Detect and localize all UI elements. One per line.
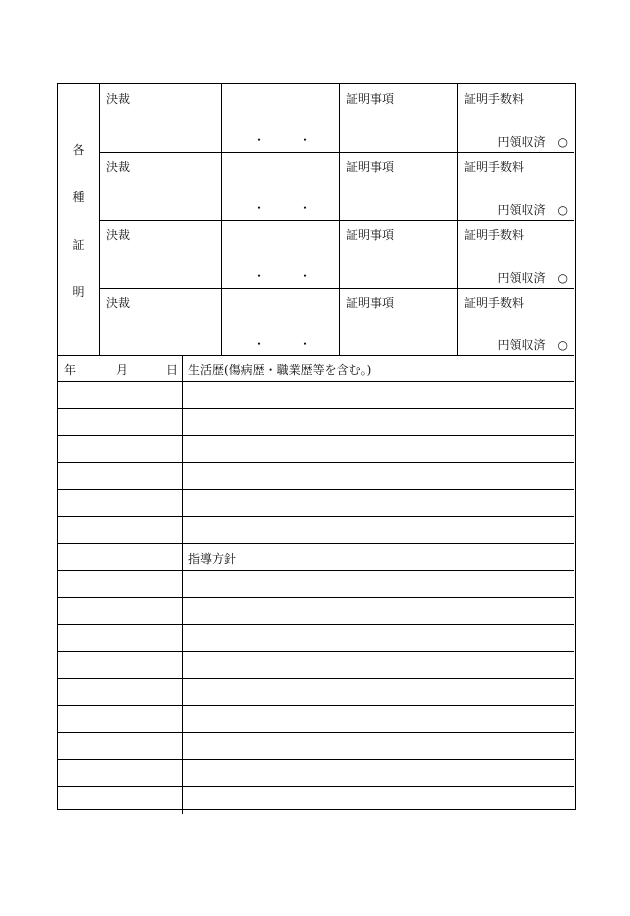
history-text-cell[interactable] bbox=[183, 463, 574, 489]
date-dot: ・ bbox=[299, 201, 312, 215]
history-text-cell[interactable] bbox=[183, 517, 574, 543]
history-date-cell[interactable] bbox=[58, 625, 183, 651]
history-header-row bbox=[58, 355, 574, 382]
history-row bbox=[58, 625, 574, 652]
certificates-side-label bbox=[58, 84, 100, 355]
history-date-cell[interactable] bbox=[58, 490, 183, 516]
history-row bbox=[58, 733, 574, 760]
history-date-cell[interactable] bbox=[58, 706, 183, 732]
history-text-cell[interactable] bbox=[183, 787, 574, 814]
date-dot: ・ bbox=[299, 133, 312, 147]
history-row bbox=[58, 679, 574, 706]
subject-cell[interactable] bbox=[340, 220, 458, 288]
history-row bbox=[58, 463, 574, 490]
subject-label: 証明事項 bbox=[346, 160, 395, 174]
date-header-day: 日 bbox=[166, 363, 179, 377]
subject-cell[interactable] bbox=[340, 288, 458, 355]
certificates-section bbox=[58, 84, 574, 356]
fee-label: 証明手数料 bbox=[464, 296, 525, 310]
decision-label: 決裁 bbox=[106, 92, 131, 106]
history-date-cell[interactable] bbox=[58, 463, 183, 489]
history-text-cell[interactable] bbox=[183, 382, 574, 408]
date-cell[interactable] bbox=[222, 84, 340, 152]
certificate-row bbox=[100, 152, 574, 221]
date-dot: ・ bbox=[253, 201, 266, 215]
date-dot: ・ bbox=[253, 337, 266, 351]
history-text-cell[interactable] bbox=[183, 409, 574, 435]
fee-cell[interactable] bbox=[458, 220, 574, 288]
history-row bbox=[58, 382, 574, 409]
history-date-cell[interactable] bbox=[58, 382, 183, 408]
history-date-cell[interactable] bbox=[58, 679, 183, 705]
date-dot: ・ bbox=[299, 337, 312, 351]
history-text-cell[interactable] bbox=[183, 571, 574, 597]
date-dot: ・ bbox=[253, 133, 266, 147]
subject-label: 証明事項 bbox=[346, 296, 395, 310]
side-label-char: 種 bbox=[72, 190, 85, 204]
subject-label: 証明事項 bbox=[346, 92, 395, 106]
life-history-header: 生活歴(傷病歴・職業歴等を含む。) bbox=[188, 363, 372, 377]
decision-label: 決裁 bbox=[106, 160, 131, 174]
date-dot: ・ bbox=[253, 269, 266, 283]
date-header-month: 月 bbox=[116, 363, 129, 377]
fee-cell[interactable] bbox=[458, 152, 574, 220]
history-row bbox=[58, 598, 574, 625]
subject-cell[interactable] bbox=[340, 84, 458, 152]
decision-cell[interactable] bbox=[100, 84, 222, 152]
subject-cell[interactable] bbox=[340, 152, 458, 220]
fee-label: 証明手数料 bbox=[464, 228, 525, 242]
history-row bbox=[58, 652, 574, 679]
history-text-cell[interactable] bbox=[183, 652, 574, 678]
decision-cell[interactable] bbox=[100, 152, 222, 220]
history-row bbox=[58, 490, 574, 517]
history-row bbox=[58, 571, 574, 598]
side-label-char: 各 bbox=[72, 143, 85, 157]
certificate-row bbox=[100, 288, 574, 355]
history-date-cell[interactable] bbox=[58, 733, 183, 759]
history-date-cell[interactable] bbox=[58, 787, 183, 814]
history-date-cell[interactable] bbox=[58, 355, 183, 381]
history-date-cell[interactable] bbox=[58, 517, 183, 543]
history-text-cell[interactable] bbox=[183, 706, 574, 732]
history-row bbox=[58, 706, 574, 733]
side-label-char: 明 bbox=[72, 285, 85, 299]
fee-cell[interactable] bbox=[458, 288, 574, 355]
fee-received-note: 円領収済 ○ bbox=[497, 203, 568, 217]
history-row bbox=[58, 787, 574, 814]
history-text-cell[interactable] bbox=[183, 436, 574, 462]
date-cell[interactable] bbox=[222, 220, 340, 288]
history-row bbox=[58, 517, 574, 544]
history-date-cell[interactable] bbox=[58, 436, 183, 462]
history-date-cell[interactable] bbox=[58, 760, 183, 786]
fee-cell[interactable] bbox=[458, 84, 574, 152]
decision-label: 決裁 bbox=[106, 228, 131, 242]
fee-received-note: 円領収済 ○ bbox=[497, 271, 568, 285]
fee-label: 証明手数料 bbox=[464, 160, 525, 174]
decision-label: 決裁 bbox=[106, 296, 131, 310]
subject-label: 証明事項 bbox=[346, 228, 395, 242]
decision-cell[interactable] bbox=[100, 220, 222, 288]
certificate-row bbox=[100, 84, 574, 153]
history-text-cell[interactable] bbox=[183, 625, 574, 651]
history-text-cell[interactable] bbox=[183, 490, 574, 516]
guidance-header: 指導方針 bbox=[188, 552, 237, 566]
fee-received-note: 円領収済 ○ bbox=[497, 338, 568, 352]
history-date-cell[interactable] bbox=[58, 544, 183, 570]
date-header-year: 年 bbox=[64, 363, 77, 377]
history-date-cell[interactable] bbox=[58, 571, 183, 597]
fee-received-note: 円領収済 ○ bbox=[497, 135, 568, 149]
history-row bbox=[58, 409, 574, 436]
history-row bbox=[58, 544, 574, 571]
date-dot: ・ bbox=[299, 269, 312, 283]
date-cell[interactable] bbox=[222, 288, 340, 355]
case-record-form bbox=[57, 83, 576, 810]
history-date-cell[interactable] bbox=[58, 598, 183, 624]
history-text-cell[interactable] bbox=[183, 760, 574, 786]
date-cell[interactable] bbox=[222, 152, 340, 220]
certificate-row bbox=[100, 220, 574, 289]
history-date-cell[interactable] bbox=[58, 652, 183, 678]
decision-cell[interactable] bbox=[100, 288, 222, 355]
fee-label: 証明手数料 bbox=[464, 92, 525, 106]
history-row bbox=[58, 436, 574, 463]
history-text-cell[interactable] bbox=[183, 679, 574, 705]
history-date-cell[interactable] bbox=[58, 409, 183, 435]
side-label-char: 証 bbox=[72, 238, 85, 252]
history-text-cell[interactable] bbox=[183, 733, 574, 759]
history-text-cell[interactable] bbox=[183, 598, 574, 624]
history-row bbox=[58, 760, 574, 787]
